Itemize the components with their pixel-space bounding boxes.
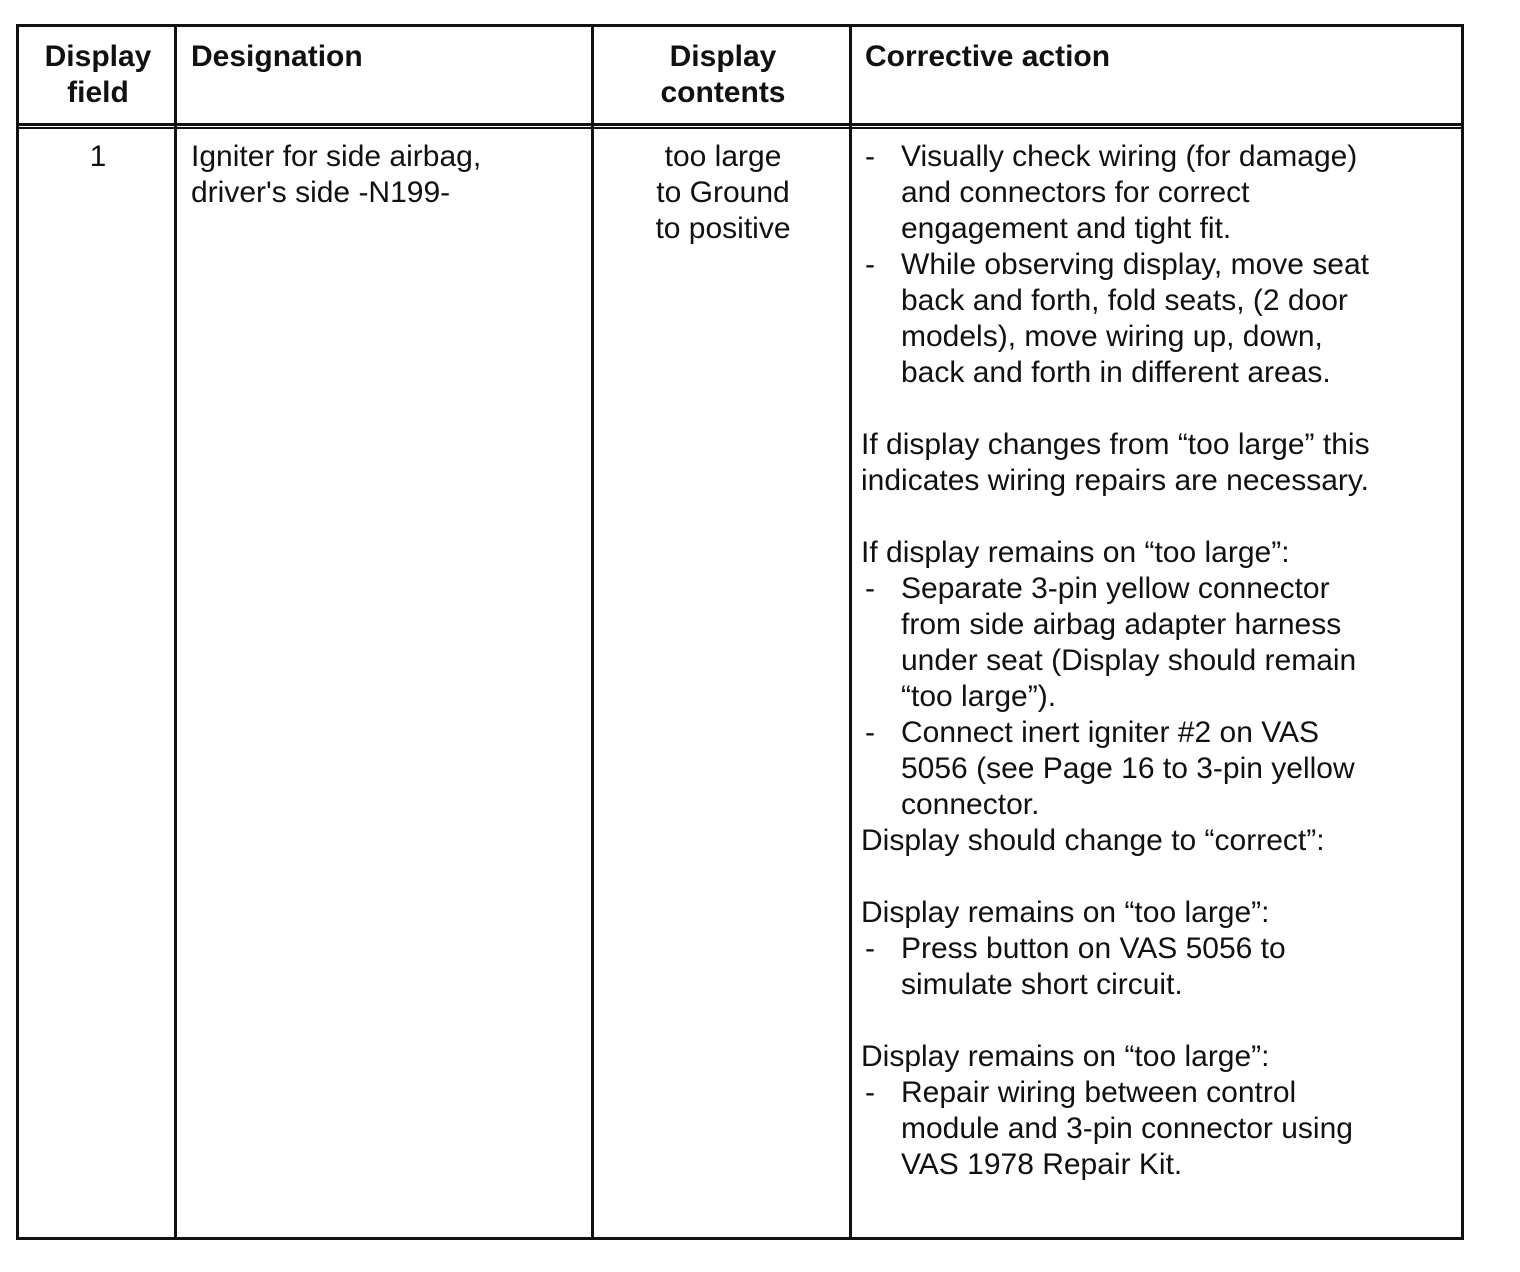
header-display-contents: Display contents [660, 40, 786, 109]
header-designation: Designation [191, 40, 363, 73]
paragraph-display-remains-3: Display remains on “too large”: [861, 1040, 1270, 1073]
paragraph-display-changes: If display changes from “too large” this indicates wiring repairs are necessary. [861, 428, 1370, 497]
header-corrective-action: Corrective action [865, 40, 1111, 73]
cell-corrective-action [861, 139, 1461, 1183]
paragraph-display-remains-1: If display remains on “too large”: [861, 536, 1290, 569]
bullet-press-button: - Press button on VAS 5056 to simulate short circuit. [865, 932, 1286, 1001]
column-divider-2 [591, 27, 594, 1237]
cell-designation: Igniter for side airbag, driver's side -N199- [191, 140, 482, 209]
paragraph-display-correct: Display should change to “correct”: [861, 824, 1325, 857]
bullet-visual-check: - Visually check wiring (for damage) and connectors for correct engagement and tight fit. [865, 140, 1358, 245]
bullet-separate-connector: - Separate 3-pin yellow connector from side airbag adapter harness under seat (Display should remain “too large”). [865, 572, 1357, 713]
cell-display-field: 1 [89, 140, 107, 173]
bullet-observe-display: - While observing display, move seat back and forth, fold seats, (2 door models), move wiring up, down, back and forth in different areas. [865, 248, 1369, 389]
cell-display-contents: too large to Ground to positive [655, 140, 791, 245]
bullet-repair-wiring: - Repair wiring between control module and 3-pin connector using VAS 1978 Repair Kit. [865, 1076, 1353, 1181]
column-divider-1 [174, 27, 177, 1237]
paragraph-display-remains-2: Display remains on “too large”: [861, 896, 1270, 929]
bullet-connect-igniter: - Connect inert igniter #2 on VAS 5056 (see Page 16 to 3-pin yellow connector. [865, 716, 1355, 821]
diagnostic-table [16, 24, 1464, 1240]
header-divider [19, 123, 1461, 129]
header-display-field: Display field [44, 40, 152, 109]
